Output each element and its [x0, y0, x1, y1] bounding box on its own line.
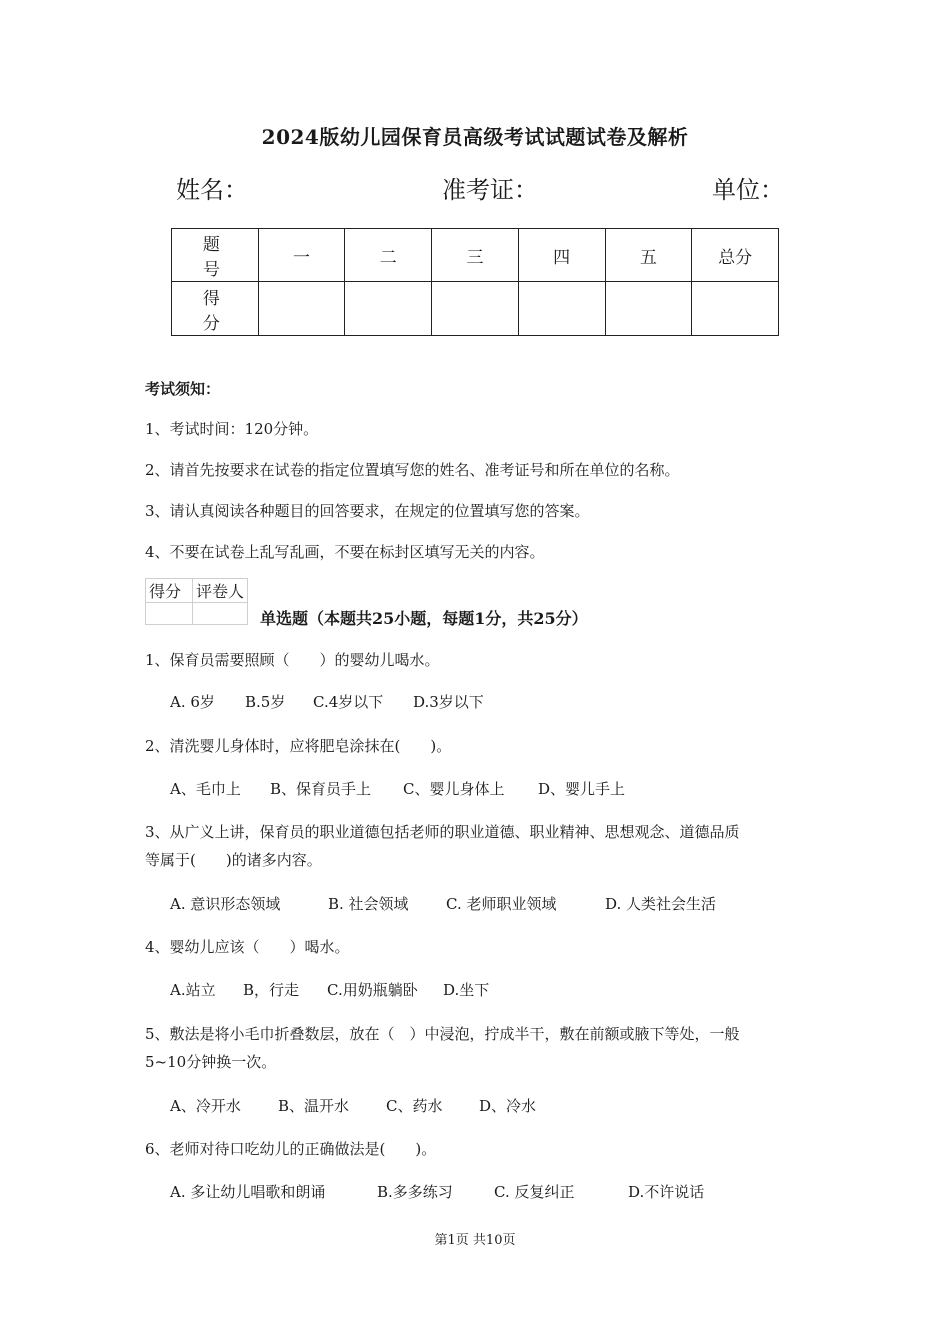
score-cell-4[interactable]	[518, 282, 605, 336]
header-cell-4: 四	[518, 229, 605, 282]
score-table-score-row	[172, 282, 779, 336]
option-d[interactable]: D、婴儿手上	[538, 780, 626, 798]
question-1-options	[170, 691, 484, 712]
question-6: 6、老师对待口吃幼儿的正确做法是( )。	[145, 1140, 437, 1158]
notice-item-4: 4、不要在试卷上乱写乱画，不要在标封区填写无关的内容。	[145, 543, 545, 561]
candidate-fields	[0, 170, 950, 204]
header-cell-5: 五	[605, 229, 692, 282]
grader-score-cell[interactable]	[146, 603, 193, 625]
header-cell-1: 一	[258, 229, 345, 282]
question-1: 1、保育员需要照顾（ ）的婴幼儿喝水。	[145, 651, 440, 669]
option-c[interactable]: C. 老师职业领域	[446, 895, 557, 913]
option-a[interactable]: A.站立	[170, 981, 216, 999]
score-cell-5[interactable]	[605, 282, 692, 336]
option-a[interactable]: A. 多让幼儿唱歌和朗诵	[170, 1183, 326, 1201]
page-footer: 第1页 共10页	[434, 1233, 516, 1248]
option-a[interactable]: A. 6岁	[170, 693, 215, 711]
option-c[interactable]: C. 反复纠正	[494, 1183, 575, 1201]
header-cell-total: 总分	[692, 229, 779, 282]
option-b[interactable]: B、保育员手上	[270, 780, 372, 798]
option-d[interactable]: D.不许说话	[628, 1183, 705, 1201]
question-2-options	[170, 778, 625, 799]
score-cell-2[interactable]	[345, 282, 432, 336]
notice-item-3: 3、请认真阅读各种题目的回答要求，在规定的位置填写您的答案。	[145, 502, 590, 520]
question-2: 2、清洗婴儿身体时，应将肥皂涂抹在( )。	[145, 737, 452, 755]
question-5-line-2: 5~10分钟换一次。	[145, 1053, 277, 1071]
exam-title: 2024版幼儿园保育员高级考试试题试卷及解析	[261, 125, 689, 149]
option-b[interactable]: B.5岁	[245, 693, 286, 711]
score-cell-total[interactable]	[692, 282, 779, 336]
question-3-line-1: 3、从广义上讲，保育员的职业道德包括老师的职业道德、职业精神、思想观念、道德品质	[145, 823, 740, 841]
score-cell-3[interactable]	[432, 282, 519, 336]
name-field-label: 姓名：	[176, 176, 248, 204]
notice-item-2: 2、请首先按要求在试卷的指定位置填写您的姓名、准考证号和所在单位的名称。	[145, 461, 680, 479]
option-a[interactable]: A. 意识形态领域	[170, 895, 281, 913]
score-cell-1[interactable]	[258, 282, 345, 336]
option-c[interactable]: C.用奶瓶躺卧	[327, 981, 418, 999]
question-5-options	[170, 1095, 536, 1116]
question-3-line-2: 等属于( )的诸多内容。	[145, 851, 322, 869]
section-title: 单选题（本题共25小题，每题1分，共25分）	[260, 609, 588, 628]
question-5-line-1: 5、敷法是将小毛巾折叠数层，放在（ ）中浸泡，拧成半干，敷在前额或腋下等处，一般	[145, 1025, 740, 1043]
option-b[interactable]: B. 社会领域	[328, 895, 409, 913]
ticket-field-label: 准考证：	[442, 176, 538, 204]
header-cell-3: 三	[432, 229, 519, 282]
option-d[interactable]: D、冷水	[479, 1097, 537, 1115]
header-cell-label: 题 号	[172, 229, 259, 282]
grader-reviewer-cell[interactable]	[193, 603, 248, 625]
option-d[interactable]: D. 人类社会生活	[605, 895, 717, 913]
option-d[interactable]: D.3岁以下	[413, 693, 484, 711]
option-c[interactable]: C.4岁以下	[313, 693, 384, 711]
score-row-label: 得 分	[172, 282, 259, 336]
option-d[interactable]: D.坐下	[443, 981, 490, 999]
notice-item-1: 1、考试时间：120分钟。	[145, 420, 319, 438]
score-table-header-row	[172, 229, 779, 282]
option-a[interactable]: A、毛巾上	[170, 780, 241, 798]
notice-title: 考试须知：	[145, 380, 221, 398]
option-b[interactable]: B、温开水	[278, 1097, 350, 1115]
option-c[interactable]: C、药水	[386, 1097, 443, 1115]
option-b[interactable]: B，行走	[243, 981, 300, 999]
grader-reviewer-label: 评卷人	[193, 579, 248, 603]
question-3-options	[170, 893, 716, 914]
unit-field-label: 单位：	[712, 176, 784, 204]
question-6-options	[170, 1181, 704, 1202]
grader-box	[145, 578, 248, 625]
option-a[interactable]: A、冷开水	[170, 1097, 241, 1115]
option-c[interactable]: C、婴儿身体上	[403, 780, 505, 798]
question-4: 4、婴幼儿应该（ ）喝水。	[145, 938, 350, 956]
score-table	[171, 228, 779, 336]
option-b[interactable]: B.多多练习	[377, 1183, 453, 1201]
grader-score-label: 得分	[146, 579, 193, 603]
question-4-options	[170, 979, 489, 1000]
header-cell-2: 二	[345, 229, 432, 282]
